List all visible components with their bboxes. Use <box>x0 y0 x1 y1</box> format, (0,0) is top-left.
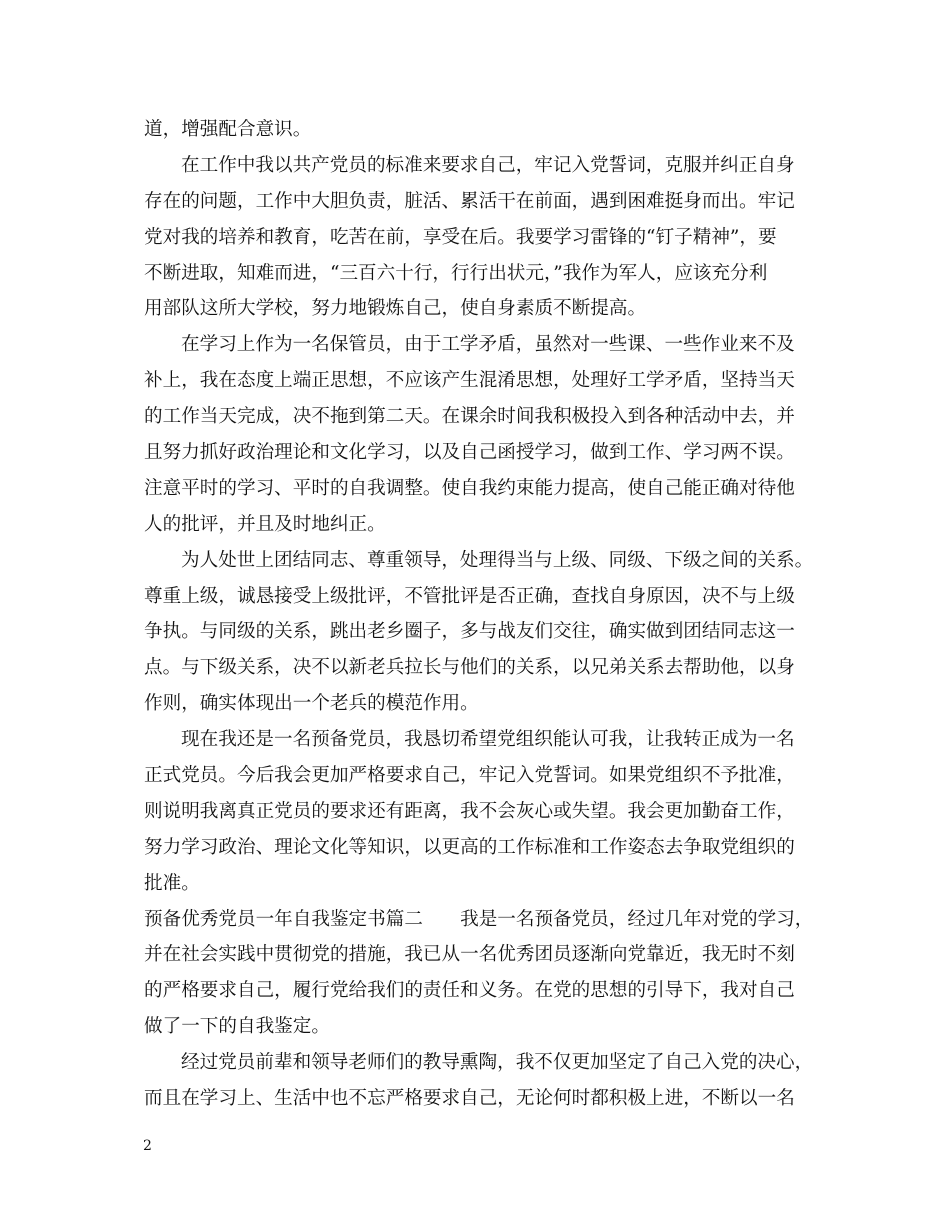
text-line: 在工作中我以共产党员的标准来要求自己，牢记入党誓词，克服并纠正自身 <box>181 154 795 176</box>
text-line: 点。与下级关系，决不以新老兵拉长与他们的关系，以兄弟关系去帮助他，以身 <box>144 657 795 679</box>
text-line: 努力学习政治、理论文化等知识，以更高的工作标准和工作姿态去争取党组织的 <box>144 836 795 858</box>
text-line: 存在的问题，工作中大胆负责，脏活、累活干在前面，遇到困难挺身而出。牢记 <box>144 190 795 212</box>
text-line: 的工作当天完成，决不拖到第二天。在课余时间我积极投入到各种活动中去，并 <box>144 406 795 428</box>
text-line: 补上，我在态度上端正思想，不应该产生混淆思想，处理好工学矛盾，坚持当天 <box>144 370 795 392</box>
text-line: 且努力抓好政治理论和文化学习，以及自己函授学习，做到工作、学习两不误。 <box>144 442 795 464</box>
text-line: 则说明我离真正党员的要求还有距离，我不会灰心或失望。我会更加勤奋工作， <box>144 800 795 822</box>
text-line: 并在社会实践中贯彻党的措施，我已从一名优秀团员逐渐向党靠近，我无时不刻 <box>144 944 795 966</box>
text-line: 争执。与同级的关系，跳出老乡圈子，多与战友们交往，确实做到团结同志这一 <box>144 621 795 643</box>
text-line: 经过党员前辈和领导老师们的教导熏陶，我不仅更加坚定了自己入党的决心， <box>181 1052 814 1074</box>
text-line: 用部队这所大学校，努力地锻炼自己，使自身素质不断提高。 <box>144 298 647 320</box>
text-line: 批准。 <box>144 872 200 894</box>
text-line: 不断进取，知难而进，“三百六十行，行行出状元，”我作为军人，应该充分利 <box>144 262 768 284</box>
text-line: 注意平时的学习、平时的自我调整。使自我约束能力提高，使自己能正确对待他 <box>144 477 795 499</box>
text-line: 正式党员。今后我会更加严格要求自己，牢记入党誓词。如果党组织不予批准， <box>144 765 795 787</box>
text-line: 尊重上级，诚恳接受上级批评，不管批评是否正确，查找自身原因，决不与上级 <box>144 585 795 607</box>
text-line: 做了一下的自我鉴定。 <box>144 1016 330 1038</box>
document-body <box>144 112 826 1117</box>
text-line: 预备优秀党员一年自我鉴定书篇二 我是一名预备党员，经过几年对党的学习， <box>144 908 814 930</box>
text-line: 道，增强配合意识。 <box>144 119 312 140</box>
text-line: 现在我还是一名预备党员，我恳切希望党组织能认可我，让我转正成为一名 <box>181 729 795 751</box>
text-line: 的严格要求自己，履行党给我们的责任和义务。在党的思想的引导下，我对自己 <box>144 980 795 1002</box>
text-line: 人的批评，并且及时地纠正。 <box>144 513 386 535</box>
text-line: 党对我的培养和教育，吃苦在前，享受在后。我要学习雷锋的“钉子精神”，要 <box>144 226 777 248</box>
text-line: 在学习上作为一名保管员，由于工学矛盾，虽然对一些课、一些作业来不及 <box>181 334 795 356</box>
text-line: 为人处世上团结同志、尊重领导，处理得当与上级、同级、下级之间的关系。 <box>181 549 814 571</box>
text-line: 而且在学习上、生活中也不忘严格要求自己，无论何时都积极上进，不断以一名 <box>144 1088 795 1110</box>
text-line: 作则，确实体现出一个老兵的模范作用。 <box>144 693 479 715</box>
page-number: 2 <box>143 1138 152 1154</box>
